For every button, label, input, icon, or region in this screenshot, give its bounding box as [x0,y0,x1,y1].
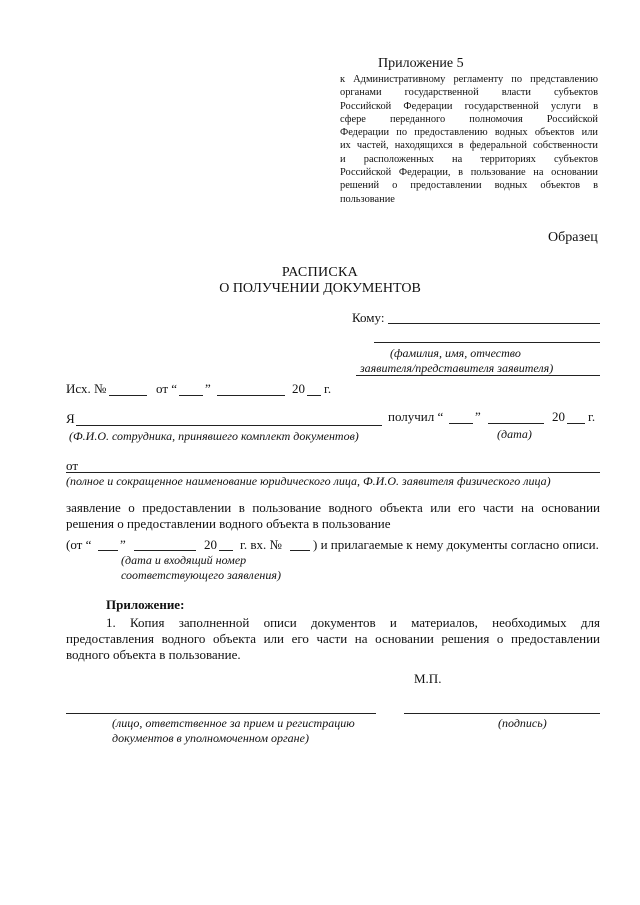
outgoing-quote-close: ” [205,381,211,396]
statement-from-open: (от “ [66,537,92,552]
appendix-description [340,73,598,206]
received-date-caption: (дата) [497,427,532,441]
statement-caption-line2: соответствующего заявления) [121,568,281,582]
applicant-caption: (полное и сокращенное наименование юридического лица, Ф.И.О. заявителя физического лица) [66,474,551,488]
outgoing-year-field[interactable] [307,395,321,396]
outgoing-year-prefix: 20 [292,381,305,396]
from-label: от [66,458,79,473]
appendix-line: органами государственной власти субъектов [340,87,598,99]
appendix-line: и расположенных на территориях субъектов [340,153,598,165]
attachment-paragraph [66,615,600,663]
responsible-caption-line1: (лицо, ответственное за прием и регистрацию [112,716,355,730]
statement-month-field[interactable] [134,550,196,551]
outgoing-day-field[interactable] [179,395,203,396]
statement-tail: ) и прилагаемые к нему документы согласно описи. [313,537,599,552]
received-year-prefix: 20 [552,409,565,424]
statement-day-field[interactable] [98,550,118,551]
to-input-line-2[interactable] [374,342,600,343]
to-label: Кому: [352,310,385,325]
statement-paragraph [66,500,600,532]
to-input-line-1[interactable] [388,323,600,324]
statement-incoming-number-field[interactable] [290,550,310,551]
appendix-line: их частей, находящихся в федеральной собственности [340,140,598,152]
to-caption-underline [356,375,600,376]
appendix-line: Российской Федерации государственной услуги в [340,100,598,112]
outgoing-year-suffix: г. [324,381,332,396]
received-quote-close: ” [475,409,481,424]
appendix-line: Российской Федерации, в пользование на основании [340,167,598,179]
statement-quote-close: ” [120,537,126,552]
attachment-line: 1. Копия заполненной описи документов и материалов, необходимых для [106,615,600,630]
responsible-person-field[interactable] [66,713,376,714]
appendix-line: пользование [340,193,395,205]
document-subtitle: О ПОЛУЧЕНИИ ДОКУМЕНТОВ [219,281,421,296]
sample-label: Образец [548,230,598,245]
to-caption-line1: (фамилия, имя, отчество [390,346,521,360]
statement-year-field[interactable] [219,550,233,551]
signature-caption: (подпись) [498,716,547,730]
attachment-line: водного объекта в пользование. [66,647,241,662]
responsible-caption-line2: документов в уполномоченном органе) [112,731,309,745]
outgoing-number-field[interactable] [109,395,147,396]
appendix-line: сфере переданного полномочия Российской [340,113,598,125]
attachment-heading: Приложение: [106,597,185,612]
statement-line1: заявление о предоставлении в пользование водного объекта или его части на основании [66,500,600,515]
received-day-field[interactable] [449,423,473,424]
statement-incoming-label: г. вх. № [240,537,282,552]
received-month-field[interactable] [488,423,544,424]
appendix-line: решений о предоставлении водных объектов в [340,180,598,192]
appendix-title: Приложение 5 [378,56,464,71]
received-label: получил “ [388,409,444,424]
received-year-field[interactable] [567,423,585,424]
attachment-line: предоставления водного объекта или его части на основании решения о предоставлении [66,631,600,646]
outgoing-month-field[interactable] [217,395,285,396]
outgoing-number-label: Исх. № [66,381,107,396]
outgoing-from-label: от “ [156,381,178,396]
stamp-label: М.П. [414,671,442,686]
signature-field[interactable] [404,713,600,714]
to-caption-line2: заявителя/представителя заявителя) [360,361,554,375]
document-title: РАСПИСКА [281,265,359,280]
statement-year-prefix: 20 [204,537,217,552]
statement-line2: решения о предоставлении водного объекта в пользование [66,516,391,531]
appendix-line: Федерации по предоставлению водных объектов или [340,127,598,139]
i-label: Я [66,411,75,426]
employee-name-field[interactable] [76,425,382,426]
received-year-suffix: г. [588,409,596,424]
appendix-line: к Административному регламенту по представлению [340,74,598,85]
applicant-name-field[interactable] [66,472,600,473]
statement-caption-line1: (дата и входящий номер [121,553,247,567]
employee-caption: (Ф.И.О. сотрудника, принявшего комплект документов) [69,429,359,443]
